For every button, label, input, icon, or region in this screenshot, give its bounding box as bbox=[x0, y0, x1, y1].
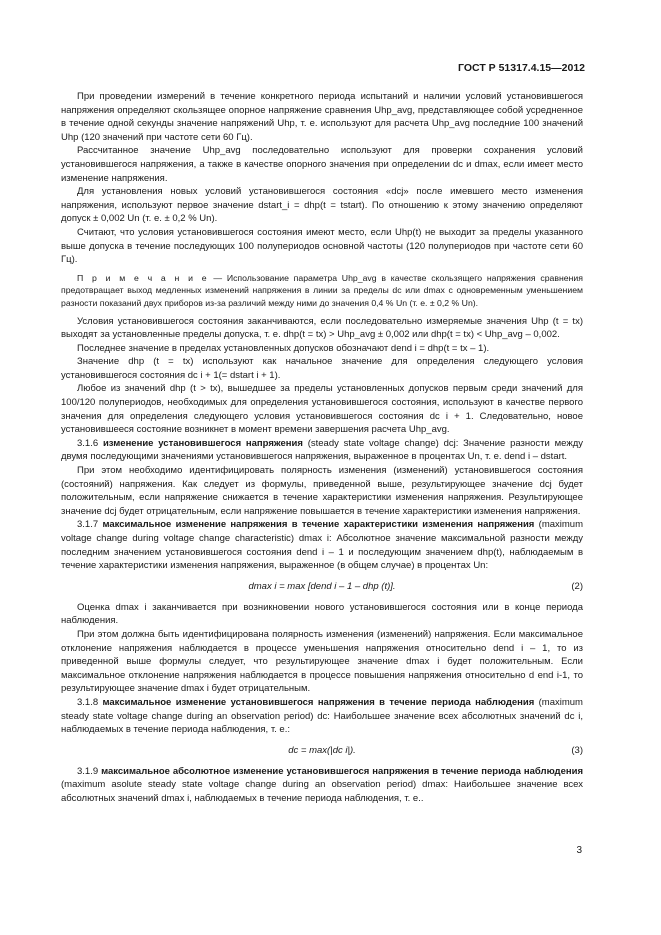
formula-number: (3) bbox=[571, 744, 583, 756]
page-number: 3 bbox=[576, 845, 582, 856]
section-number: 3.1.8 bbox=[77, 696, 103, 708]
term-english: (maximum voltage change during voltage change characteristic) dmax i: bbox=[61, 519, 583, 544]
paragraph: При этом необходимо идентифицировать полярность изменения (изменений) установившегося состояния (состояний) напряжения. Как следует из формулы, приведенной выше, результирующее значение dcj будет положительным, если напряжение снижается в течение характеристики изменения напряжения. Результирующее значение dcj будет отрицательным, если напряжение повышается в течение характеристики изменения напряжения. bbox=[61, 465, 583, 517]
formula-number: (2) bbox=[571, 580, 583, 592]
term-definition: Абсолютное значение максимальной разности между последним значением установившегося состояния dend i – 1 и последующим значением dhp(t), наблюдаемым в течение характеристики изменения напряжения, выраженное (в общем случае) в процентах Un: bbox=[61, 533, 583, 572]
definition-3-1-9 bbox=[61, 765, 583, 806]
document-body bbox=[61, 90, 583, 806]
definition-3-1-8 bbox=[61, 696, 583, 737]
formula-expression: dc = max(|dc i|). bbox=[288, 744, 356, 756]
term-title: максимальное изменение установившегося напряжения в течение периода наблюдения bbox=[102, 696, 535, 708]
note-text: — Использование параметра Uhp_avg в качестве скользящего напряжения сравнения предотвращает выход медленных изменений напряжения в линии за пределы dc или dmax с одновременным уменьшением разности показаний двух приборов из-за различий между ними до значения 0,4 % Un (т. е. ± 0,2 % Un). bbox=[61, 272, 583, 308]
term-title: максимальное абсолютное изменение установившегося напряжения в течение периода наблюдения bbox=[101, 765, 583, 777]
formula-expression: dmax i = max [dend i – 1 – dhp (t)]. bbox=[248, 580, 396, 592]
paragraph: При этом должна быть идентифицирована полярность изменения (изменений) напряжения. Если максимальное отклонение напряжения наблюдается в процессе уменьшения напряжения относительно dend i – 1, то из приведенной выше формулы следует, что результирующее значение dmax i будет положительным. Если максимальное отклонение напряжения наблюдается в процессе повышения напряжения относительно d end i-1, то результирующее значение dmax i будет отрицательным. bbox=[61, 628, 583, 695]
term-english: (maximum steady state voltage change during an observation period) dc: bbox=[61, 696, 583, 722]
term-title: максимальное изменение напряжения в течение характеристики изменения напряжения bbox=[102, 519, 535, 531]
definition-3-1-6 bbox=[61, 437, 583, 464]
paragraph: Значение dhp (t = tx) используют как начальное значение для определения следующего условия установившегося состояния dc i + 1(= dstart i + 1). bbox=[61, 356, 583, 381]
document-header: ГОСТ Р 51317.4.15—2012 bbox=[458, 62, 585, 74]
paragraph: Любое из значений dhp (t > tx), вышедшее за пределы установленных допусков первым среди значений для 100/120 полупериодов, необходимых для определения установившегося состояния, используют в качестве первого значения для определения следующего условия установившегося состояния dc i + 1. Следовательно, новое установившееся состояние возникнет в момент времени завершения расчета Uhp_avg. bbox=[61, 383, 583, 436]
paragraph: Для установления новых условий установившегося состояния «dcj» после имевшего место изменения напряжения, используют первое значение dstart_i = dhp(t = tstart). По отношению к этому значению определяют допуск ± 0,002 Un (т. е. ± 0,2 % Un). bbox=[61, 186, 583, 225]
note-label: П р и м е ч а н и е bbox=[77, 272, 209, 283]
section-number: 3.1.7 bbox=[77, 519, 103, 531]
paragraph: При проведении измерений в течение конкретного периода испытаний и наличии условий установившегося напряжения определяют скользящее опорное напряжение сравнения Uhp_avg, представляющее собой усредненное в течение одной секунды значение напряжений Uhp, т. е. используют для расчета Uhp_avg последние 100 значений Uhp (120 значений при частоте сети 60 Гц). bbox=[61, 91, 583, 143]
section-number: 3.1.6 bbox=[77, 437, 103, 449]
term-definition: Наибольшее значение всех абсолютных значений dmax i, наблюдаемых в течение периода наблюдения, т. е.. bbox=[61, 779, 584, 804]
paragraph: Оценка dmax i заканчивается при возникновении нового установившегося состояния или в конце периода наблюдения. bbox=[61, 601, 583, 627]
term-definition: Наибольшее значение всех абсолютных значений dc i, наблюдаемых в течение периода наблюдения, т. е.: bbox=[61, 710, 583, 736]
term-english: (steady state voltage change) dcj: bbox=[302, 437, 459, 449]
formula-2 bbox=[61, 575, 583, 599]
definition-3-1-7 bbox=[61, 518, 583, 572]
term-title: изменение установившегося напряжения bbox=[102, 437, 303, 449]
note bbox=[61, 272, 583, 310]
section-number: 3.1.9 bbox=[77, 765, 102, 777]
formula-3 bbox=[61, 739, 583, 763]
term-definition: Значение разности между двумя последующими значениями установившегося напряжения, выраженное в процентах Un, т. е. dend i – dstart. bbox=[61, 437, 583, 463]
paragraph: Рассчитанное значение Uhp_avg последовательно используют для проверки сохранения условий установившегося напряжения, а также в качестве опорного значения при определении dc и dmax, если имеет место изменение напряжения. bbox=[61, 145, 583, 184]
paragraph: Считают, что условия установившегося состояния имеют место, если Uhp(t) не выходит за пределы указанного выше допуска в течение последующих 100 полупериодов основной частоты (120 полупериодов при частоте сети 60 Гц). bbox=[61, 226, 583, 266]
paragraph: Условия установившегося состояния заканчиваются, если последовательно измеряемые значения Uhp (t = tx) выходят за установленные пределы допуска, т. е. dhp(t = tx) > Uhp_avg ± 0,002 или dhp(t = tx) < Uhp_avg – 0,002. bbox=[61, 315, 583, 341]
term-english: (maximum asolute steady state voltage change during an observation period) dmax: bbox=[61, 779, 449, 791]
paragraph: Последнее значение в пределах установленных допусков обозначают dend i = dhp(t = tx – 1). bbox=[77, 342, 490, 354]
